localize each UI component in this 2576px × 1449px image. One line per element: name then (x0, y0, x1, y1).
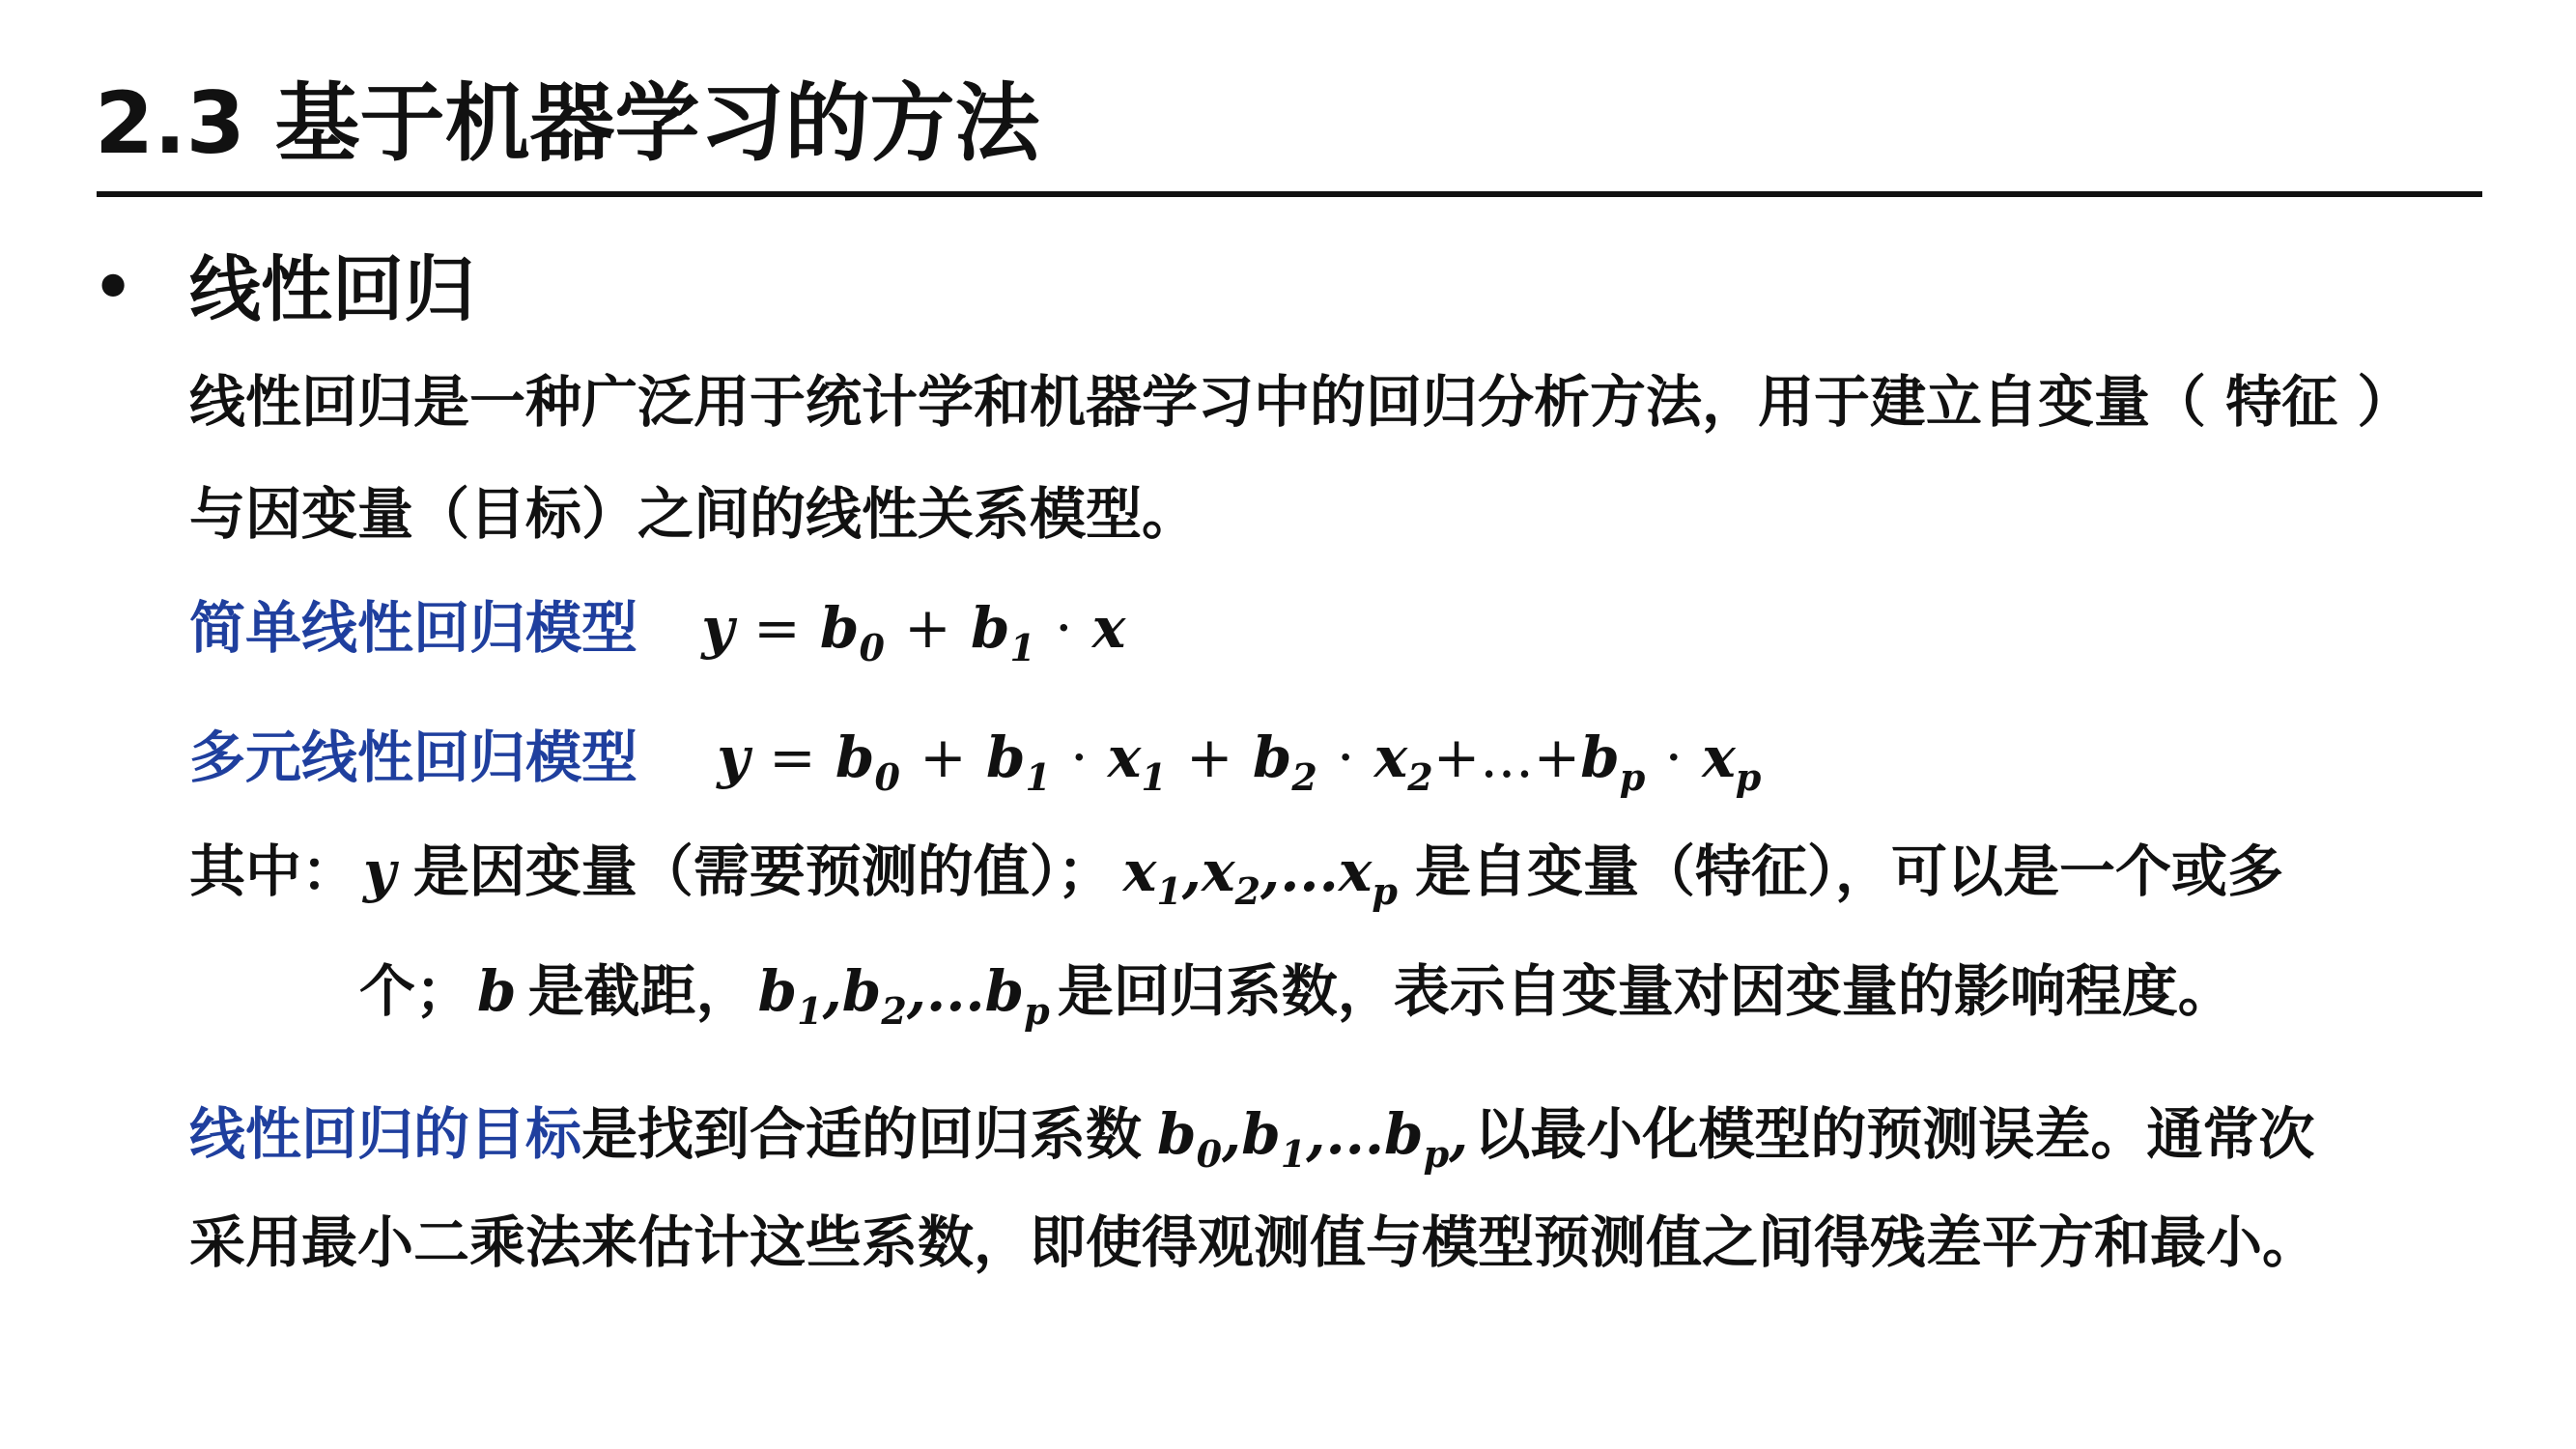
y-description: 是因变量（需要预测的值）； (412, 838, 1114, 904)
simple-model-formula: $y = b_0 + b_1 \cdot x$ (701, 595, 1126, 669)
b-description: 是截距， (527, 958, 752, 1024)
where-line2-start: 个； (359, 958, 472, 1024)
goal-text-1: 是找到合适的回归系数 (581, 1101, 1143, 1167)
where-line-1 (189, 835, 2283, 913)
goal-text-2: 以最小化模型的预测误差。通常次 (1474, 1101, 2315, 1167)
x-symbols: $x_1,x_2,...x_p$ (1122, 838, 1398, 913)
intro-line-2: 与因变量（目标）之间的线性关系模型。 (189, 481, 1199, 547)
b-symbol: b (477, 958, 517, 1024)
simple-model-label: 简单线性回归模型 (189, 595, 638, 661)
where-line-2 (359, 954, 2234, 1033)
simple-model-row (189, 591, 1126, 669)
multiple-model-label: 多元线性回归模型 (189, 724, 638, 790)
intro-line-1: 线性回归是一种广泛用于统计学和机器学习中的回归分析方法，用于建立自变量（ 特征 ） (189, 369, 2414, 435)
goal-coefficient-symbols: $b_0,b_1,...b_p$, (1157, 1101, 1469, 1176)
section-heading: 线性回归 (189, 248, 475, 331)
goal-line-1 (189, 1097, 2315, 1176)
coefficient-symbols: $b_1,b_2,...b_p$ (757, 958, 1050, 1033)
page-title: 2.3 基于机器学习的方法 (95, 73, 1040, 173)
bullet-icon: • (93, 250, 134, 325)
multiple-model-formula: $y = b_0 + b_1 \cdot x_1 + b_2 \cdot x_2+...+b_p \cdot x_p$ (717, 724, 1762, 799)
where-prefix: 其中： (189, 838, 358, 904)
y-symbol: y (363, 838, 396, 904)
goal-label: 线性回归的目标 (189, 1101, 582, 1167)
x-description: 是自变量（特征），可以是一个或多 (1414, 838, 2283, 904)
multiple-model-row (189, 721, 1762, 799)
goal-line-2: 采用最小二乘法来估计这些系数，即使得观测值与模型预测值之间得残差平方和最小。 (189, 1209, 2319, 1275)
coefficient-description: 是回归系数，表示自变量对因变量的影响程度。 (1057, 958, 2234, 1024)
title-divider (97, 191, 2482, 197)
